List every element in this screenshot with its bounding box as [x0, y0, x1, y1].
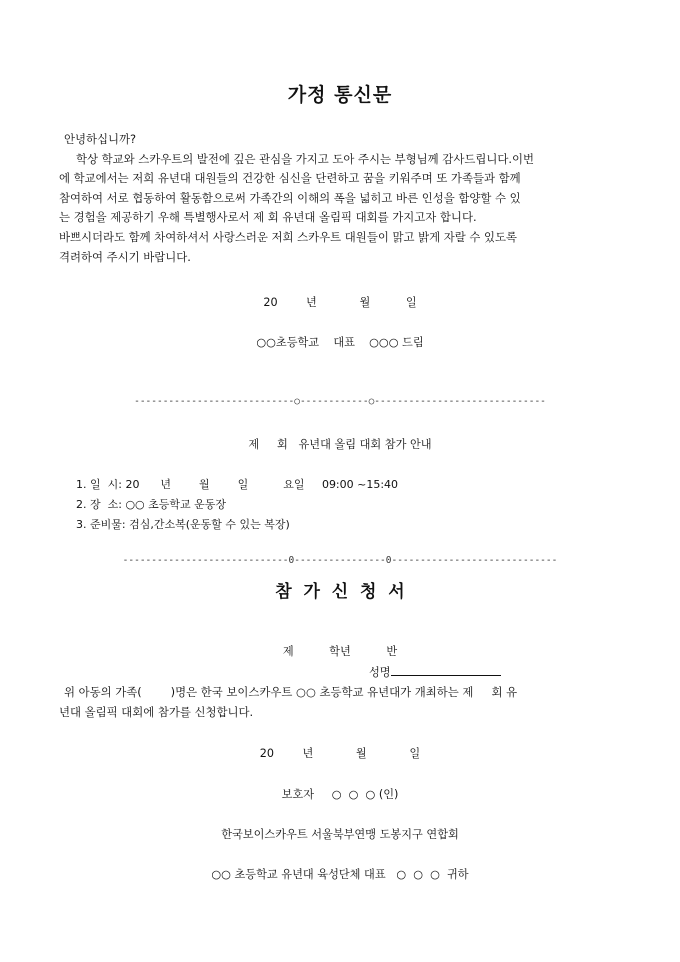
apply-line: 년대 올림픽 대회에 참가를 신청합니다.	[59, 704, 254, 719]
notice-title: 제 회 유년대 올림 대회 참가 안내	[248, 438, 432, 451]
paragraph-line: 격려하여 주시기 바랍니다.	[59, 249, 191, 264]
grade-class-line: 제 학년 반	[282, 645, 398, 658]
form-date: 20 년 월 일	[259, 747, 421, 760]
divider: ----------------------------○------------○------------------------------	[134, 396, 546, 407]
name-label: 성명	[369, 666, 391, 679]
greeting: 안녕하십니까?	[64, 132, 137, 146]
form-title: 참 가 신 청 서	[275, 582, 405, 602]
letter-body	[59, 130, 622, 267]
apply-line: 위 아동의 가족( )명은 한국 보이스카우트 ○○ 초등학교 유년대가 개최하는 제 회 유	[64, 685, 518, 699]
letter-date: 20 년 월 일	[263, 296, 417, 309]
name-underline	[391, 663, 501, 676]
name-field[interactable]	[369, 663, 501, 680]
notice-item: 2. 장 소: ○○ 초등학교 운동장	[76, 498, 227, 511]
notice-item: 1. 일 시: 20 년 월 일 요일 09:00 ~15:40	[76, 478, 399, 491]
notice-item: 3. 준비물: 검심,간소복(운동할 수 있는 복장)	[76, 518, 290, 531]
guardian-signature-line: 보호자 ○ ○ ○ (인)	[281, 788, 399, 801]
page-title: 가정 통신문	[287, 84, 393, 106]
recipient-line: ○○ 초등학교 유년대 육성단체 대표 ○ ○ ○ 귀하	[211, 868, 469, 881]
divider: -----------------------------0----------------0-----------------------------	[122, 555, 558, 566]
application-text	[59, 683, 622, 722]
organization-line: 한국보이스카우트 서울북부연맹 도봉지구 연합회	[221, 828, 459, 841]
letter-sender: ○○초등학교 대표 ○○○ 드림	[256, 336, 424, 349]
paragraph-line: 바쁘시더라도 함께 차여하셔서 사랑스러운 저희 스카우트 대원들이 맑고 밝게 자랄 수 있도록	[59, 229, 517, 244]
paragraph-line: 는 경험을 제공하기 우해 특별행사로서 제 회 유년대 올림픽 대회를 가지고자 합니다.	[59, 210, 477, 225]
paragraph-line: 참여하여 서로 협동하여 활동함으로써 가족간의 이해의 폭을 넓히고 바른 인성을 함양할 수 있	[59, 190, 521, 205]
paragraph-line: 에 학교에서는 저희 유년대 대원들의 건강한 심신을 단련하고 꿈을 키워주며 또 가족들과 함께	[59, 171, 521, 186]
paragraph-line: 학상 학교와 스카우트의 발전에 깊은 관심을 가지고 도아 주시는 부형님께 감사드립니다.이번	[76, 151, 534, 166]
